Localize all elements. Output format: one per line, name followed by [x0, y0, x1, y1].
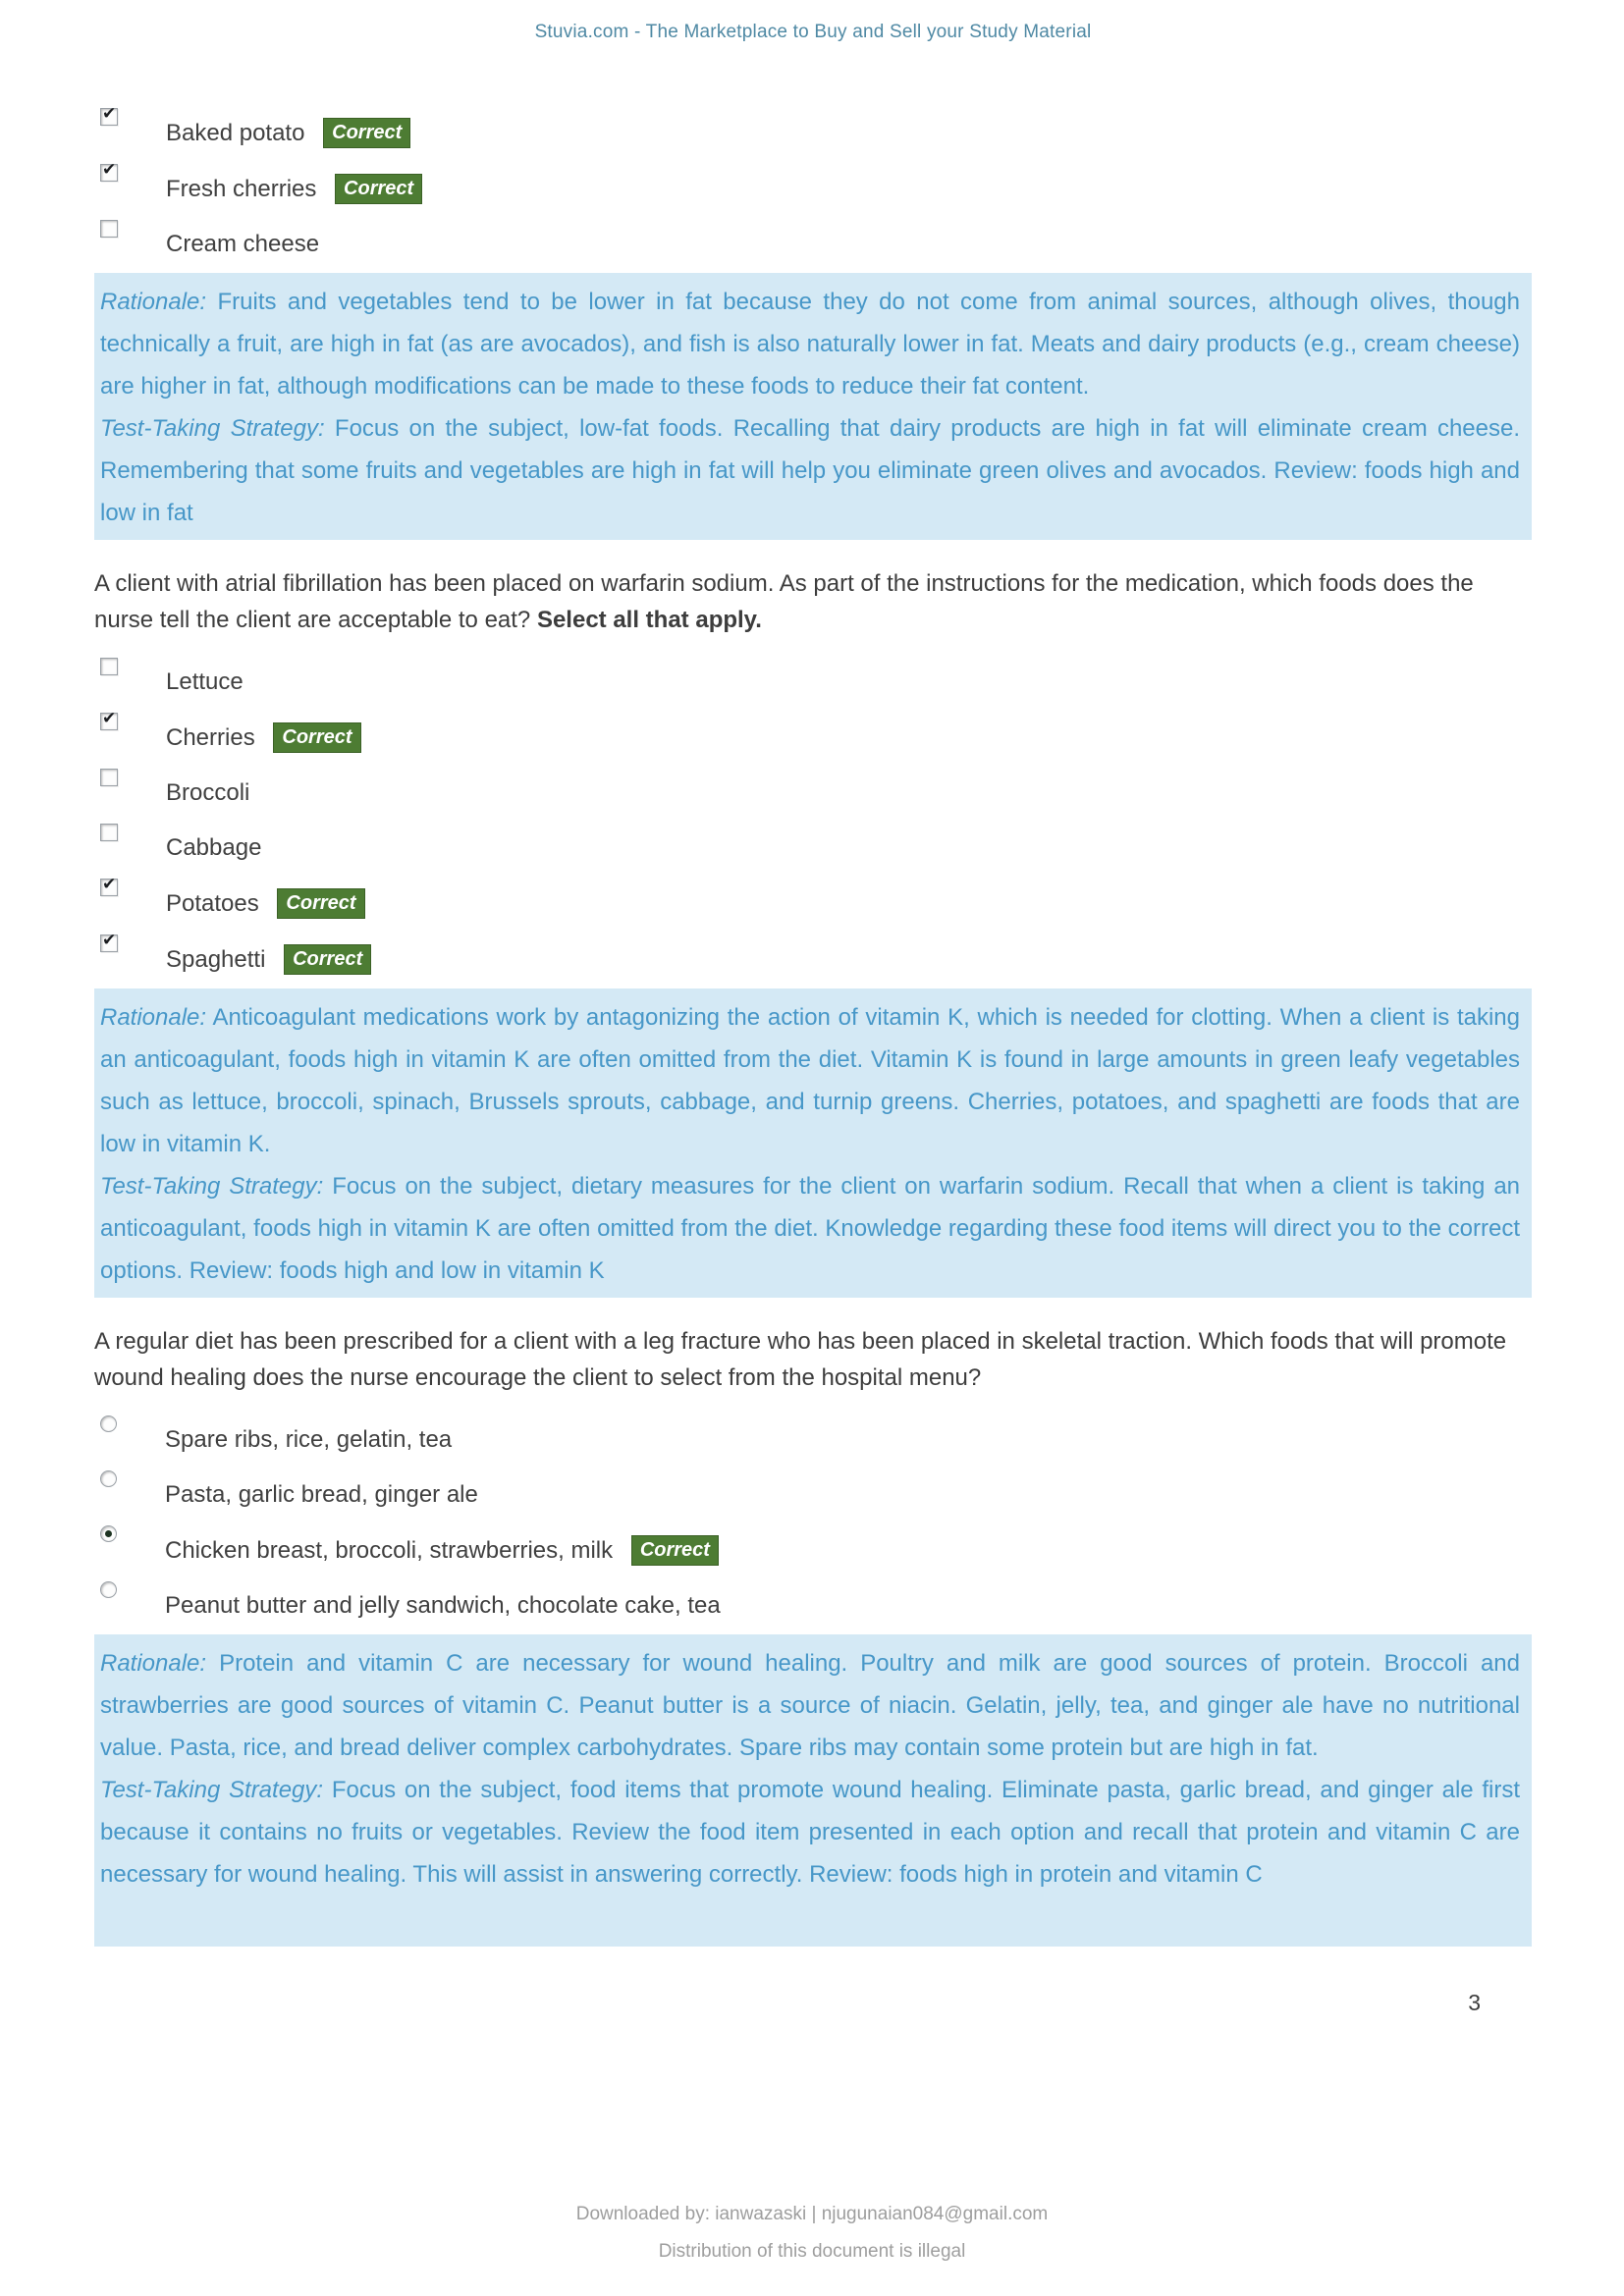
- radio-selected-icon[interactable]: [100, 1525, 117, 1542]
- option-label: Spare ribs, rice, gelatin, tea: [165, 1426, 453, 1453]
- checkbox-checked-icon[interactable]: [100, 164, 118, 182]
- strategy-paragraph: [100, 1769, 1520, 1896]
- option-label: Spaghetti: [166, 946, 266, 973]
- option-label-wrap: [165, 1468, 478, 1510]
- rationale-block: [94, 988, 1532, 1298]
- footer-disclaimer: Distribution of this document is illegal: [658, 2241, 966, 2262]
- option-label: Pasta, garlic bread, ginger ale: [165, 1481, 478, 1508]
- rationale-label: Rationale:: [100, 1650, 207, 1677]
- page-number: 3: [1468, 1990, 1481, 2015]
- strategy-text: Focus on the subject, low-fat foods. Recalling that dairy products are high in fat will eliminate cream cheese. Remembering that some fruits and vegetables are high in fat will help you eliminate green olives and avocados. Review: foods high and low in fat: [100, 415, 1521, 526]
- option-row[interactable]: [94, 1414, 1532, 1455]
- question-text: [94, 565, 1532, 638]
- rationale-paragraph: [100, 1642, 1520, 1769]
- option-label-wrap: [166, 162, 422, 204]
- checkbox-checked-icon[interactable]: [100, 713, 118, 730]
- correct-badge: Correct: [273, 722, 360, 753]
- option-label: Cabbage: [166, 834, 262, 861]
- option-label: Peanut butter and jelly sandwich, chocolate cake, tea: [165, 1592, 721, 1619]
- question-body: A regular diet has been prescribed for a client with a leg fracture who has been placed in skeletal traction. Which foods that will promote wound healing does the nurse encourage the client to select from the hospital menu?: [94, 1328, 1507, 1391]
- option-row[interactable]: [94, 767, 1532, 808]
- option-row[interactable]: [94, 711, 1532, 753]
- checkbox-unchecked-icon[interactable]: [100, 220, 118, 238]
- correct-badge: Correct: [631, 1535, 719, 1566]
- checkbox-unchecked-icon[interactable]: [100, 658, 118, 675]
- option-row[interactable]: [94, 106, 1532, 148]
- option-row[interactable]: [94, 218, 1532, 259]
- correct-badge: Correct: [277, 888, 364, 919]
- checkbox-unchecked-icon[interactable]: [100, 769, 118, 786]
- option-label-wrap: [166, 822, 261, 863]
- rationale-label: Rationale:: [100, 1004, 207, 1031]
- strategy-paragraph: [100, 407, 1520, 534]
- strategy-label: Test-Taking Strategy:: [100, 1777, 324, 1803]
- checkbox-checked-icon[interactable]: [100, 934, 118, 952]
- option-row[interactable]: [94, 1523, 1532, 1566]
- rationale-paragraph: [100, 996, 1520, 1165]
- option-label: Broccoli: [166, 779, 250, 806]
- question3-options: [94, 1414, 1532, 1621]
- option-label-wrap: [165, 1523, 719, 1566]
- rationale-text: Anticoagulant medications work by antagonizing the action of vitamin K, which is needed for clotting. When a client is taking an anticoagulant, foods high in vitamin K are often omitted from the diet. Vitamin K is found in large amounts in green leafy vegetables such as lettuce, broccoli, spinach, Brussels sprouts, cabbage, and turnip greens. Cherries, potatoes, and spaghetti are foods that are low in vitamin K.: [100, 1004, 1520, 1157]
- checkbox-checked-icon[interactable]: [100, 108, 118, 126]
- option-label-wrap: [166, 711, 361, 753]
- rationale-text: Fruits and vegetables tend to be lower in fat because they do not come from animal sources, although olives, though technically a fruit, are high in fat (as are avocados), and fish is also naturally lower in fat. Meats and dairy products (e.g., cream cheese) are higher in fat, although modifications can be made to these foods to reduce their fat content.: [100, 289, 1521, 400]
- option-label-wrap: [166, 106, 410, 148]
- page-footer: [0, 2196, 1624, 2270]
- correct-badge: Correct: [284, 944, 371, 975]
- option-label: Baked potato: [166, 120, 305, 146]
- correct-badge: Correct: [323, 118, 410, 148]
- option-row[interactable]: [94, 162, 1532, 204]
- option-label: Potatoes: [166, 890, 259, 917]
- option-row[interactable]: [94, 933, 1532, 975]
- option-row[interactable]: [94, 1468, 1532, 1510]
- rationale-paragraph: [100, 281, 1520, 407]
- question-body: A client with atrial fibrillation has been placed on warfarin sodium. As part of the instructions for the medication, which foods does the nurse tell the client are acceptable to eat?: [94, 570, 1474, 633]
- rationale-text: Protein and vitamin C are necessary for wound healing. Poultry and milk are good sources of protein. Broccoli and strawberries are good sources of vitamin C. Peanut butter is a source of niacin. Gelatin, jelly, tea, and ginger ale have no nutritional value. Pasta, rice, and bread deliver complex carbohydrates. Spare ribs may contain some protein but are high in fat.: [100, 1650, 1520, 1761]
- rationale-block: [94, 1634, 1532, 1947]
- question-bold-suffix: Select all that apply.: [536, 607, 762, 633]
- correct-badge: Correct: [335, 174, 422, 204]
- strategy-label: Test-Taking Strategy:: [100, 415, 325, 442]
- option-row[interactable]: [94, 822, 1532, 863]
- checkbox-checked-icon[interactable]: [100, 879, 118, 896]
- option-label-wrap: [165, 1579, 721, 1621]
- option-label: Cherries: [166, 724, 255, 751]
- option-row[interactable]: [94, 877, 1532, 919]
- question1-options: [94, 106, 1532, 259]
- checkbox-unchecked-icon[interactable]: [100, 824, 118, 841]
- question2-options: [94, 656, 1532, 975]
- option-row[interactable]: [94, 1579, 1532, 1621]
- option-label-wrap: [166, 656, 244, 697]
- option-row[interactable]: [94, 656, 1532, 697]
- rationale-block: [94, 273, 1532, 540]
- option-label: Cream cheese: [166, 231, 320, 257]
- option-label-wrap: [165, 1414, 452, 1455]
- option-label: Fresh cherries: [166, 176, 317, 202]
- option-label: Chicken breast, broccoli, strawberries, milk: [165, 1537, 614, 1564]
- option-label-wrap: [166, 877, 365, 919]
- question-text: [94, 1323, 1532, 1396]
- rationale-label: Rationale:: [100, 289, 207, 315]
- footer-downloaded-by: Downloaded by: ianwazaski | njugunaian084@gmail.com: [575, 2204, 1049, 2224]
- option-label-wrap: [166, 767, 249, 808]
- radio-unselected-icon[interactable]: [100, 1415, 117, 1432]
- option-label-wrap: [166, 218, 319, 259]
- strategy-label: Test-Taking Strategy:: [100, 1173, 324, 1200]
- strategy-text: Focus on the subject, food items that promote wound healing. Eliminate pasta, garlic bread, and ginger ale first because it contains no fruits or vegetables. Review the food item presented in each option and recall that protein and vitamin C are necessary for wound healing. This will assist in answering correctly. Review: foods high in protein and vitamin C: [100, 1777, 1521, 1888]
- strategy-paragraph: [100, 1165, 1520, 1292]
- strategy-text: Focus on the subject, dietary measures for the client on warfarin sodium. Recall that when a client is taking an anticoagulant, foods high in vitamin K are often omitted from the diet. Knowledge regarding these food items will direct you to the correct options. Review: foods high and low in vitamin K: [100, 1173, 1521, 1284]
- site-header-text: Stuvia.com - The Marketplace to Buy and Sell your Study Material: [534, 22, 1092, 42]
- radio-unselected-icon[interactable]: [100, 1470, 117, 1487]
- option-label-wrap: [166, 933, 371, 975]
- radio-unselected-icon[interactable]: [100, 1581, 117, 1598]
- option-label: Lettuce: [166, 668, 244, 695]
